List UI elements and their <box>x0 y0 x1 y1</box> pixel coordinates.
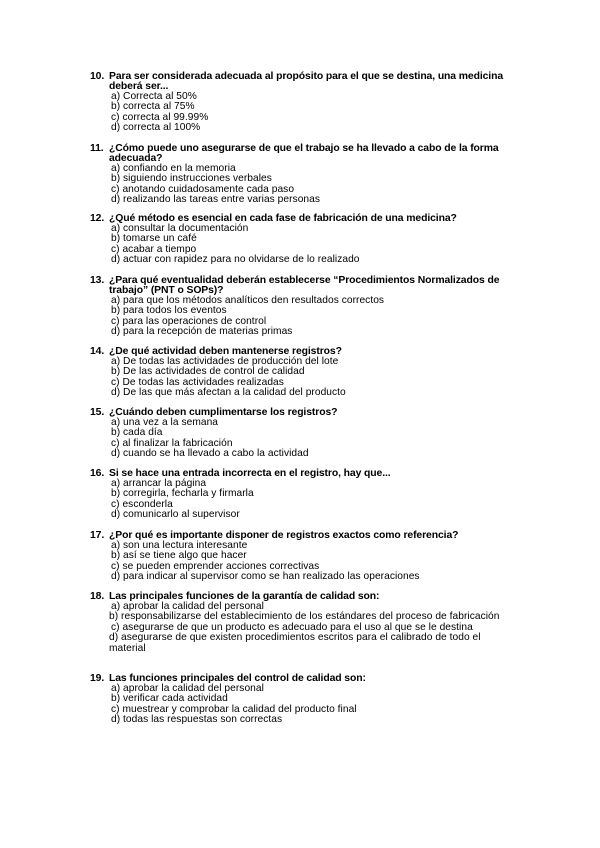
question-text: ¿Por qué es importante disponer de registros exactos como referencia? <box>109 530 459 541</box>
option-c: c) muestrear y comprobar la calidad del producto final <box>111 703 357 715</box>
option-a: a) aprobar la calidad del personal <box>111 601 264 612</box>
question-text: Las principales funciones de la garantía de calidad son: <box>109 591 380 602</box>
question-title <box>90 144 520 164</box>
question-11 <box>90 144 520 206</box>
question-number: 16. <box>90 468 105 479</box>
option-c: c) asegurarse de que un producto es adecuado para el uso al que se le destina <box>111 621 473 633</box>
question-title <box>90 276 520 296</box>
option-b: b) siguiendo instrucciones verbales <box>111 173 272 185</box>
question-17 <box>90 531 520 583</box>
option-c: c) correcta al 99.99% <box>111 111 209 123</box>
option-c: c) acabar a tiempo <box>111 243 197 255</box>
option-a: a) De todas las actividades de producción del lote <box>111 356 339 367</box>
question-14 <box>90 347 520 399</box>
option-list <box>90 541 520 583</box>
option-d: d) correcta al 100% <box>111 122 201 134</box>
question-text: ¿Cómo puede uno asegurarse de que el trabajo se ha llevado a cabo de la forma adecuada? <box>109 143 499 164</box>
option-d: d) realizando las tareas entre varias personas <box>111 194 320 206</box>
option-d: d) De las que más afectan a la calidad del producto <box>111 387 346 399</box>
option-list <box>90 357 520 399</box>
option-d: d) todas las respuestas son correctas <box>111 714 283 726</box>
question-13 <box>90 276 520 338</box>
question-10 <box>90 72 520 134</box>
option-c: c) De todas las actividades realizadas <box>111 376 284 388</box>
option-d: d) para indicar al supervisor como se han realizado las operaciones <box>111 571 420 583</box>
option-a: a) Correcta al 50% <box>111 91 197 102</box>
option-list <box>90 479 520 521</box>
option-c: c) para las operaciones de control <box>111 315 267 327</box>
option-b: b) para todos los eventos <box>111 305 227 317</box>
option-c: c) se pueden emprender acciones correctivas <box>111 560 320 572</box>
option-c: c) al finalizar la fabricación <box>111 437 233 449</box>
question-text: Para ser considerada adecuada al propósito para el que se destina, una medicina deberá ser... <box>109 71 504 92</box>
question-number: 14. <box>90 346 105 357</box>
option-d: d) actuar con rapidez para no olvidarse de lo realizado <box>111 254 360 266</box>
option-b: b) cada día <box>111 427 163 439</box>
option-d: d) comunicarlo al supervisor <box>111 509 240 521</box>
question-number: 18. <box>90 591 105 602</box>
option-list <box>90 602 520 654</box>
option-b: b) así se tiene algo que hacer <box>111 550 247 562</box>
option-b: b) verificar cada actividad <box>111 693 228 705</box>
option-c: c) anotando cuidadosamente cada paso <box>111 183 295 195</box>
option-a: a) para que los métodos analíticos den resultados correctos <box>111 295 385 306</box>
option-a: a) una vez a la semana <box>111 417 218 428</box>
question-number: 10. <box>90 71 105 82</box>
question-text: Las funciones principales del control de calidad son: <box>109 673 366 684</box>
question-text: ¿Qué método es esencial en cada fase de fabricación de una medicina? <box>109 213 457 224</box>
question-number: 13. <box>90 275 105 286</box>
question-text: ¿Cuándo deben cumplimentarse los registros? <box>109 407 338 418</box>
question-number: 12. <box>90 213 105 224</box>
question-12 <box>90 214 520 266</box>
question-18 <box>90 592 520 654</box>
option-b: b) tomarse un café <box>111 233 197 245</box>
option-a: a) aprobar la calidad del personal <box>111 683 264 694</box>
question-16 <box>90 469 520 521</box>
option-list <box>90 418 520 460</box>
option-a: a) confiando en la memoria <box>111 163 236 174</box>
question-text: ¿De qué actividad deben mantenerse registros? <box>109 346 342 357</box>
option-a: a) consultar la documentación <box>111 223 249 234</box>
option-b: b) De las actividades de control de calidad <box>111 366 305 378</box>
question-number: 19. <box>90 673 105 684</box>
option-list <box>90 684 520 726</box>
option-b: b) corregirla, fecharla y firmarla <box>111 488 254 500</box>
option-list <box>90 296 520 338</box>
question-title <box>90 72 520 92</box>
option-list <box>90 224 520 266</box>
question-15 <box>90 408 520 460</box>
option-b: b) responsabilizarse del establecimiento de los estándares del proceso de fabricación <box>109 611 500 623</box>
option-d: d) cuando se ha llevado a cabo la actividad <box>111 448 309 460</box>
option-d: d) para la recepción de materias primas <box>111 326 293 338</box>
question-number: 11. <box>90 143 104 154</box>
question-text: ¿Para qué eventualidad deberán establecerse “Procedimientos Normalizados de trabajo” (PNT o SOPs)? <box>109 275 500 296</box>
option-d: d) asegurarse de que existen procedimientos escritos para el calibrado de todo el material <box>109 632 481 654</box>
option-a: a) son una lectura interesante <box>111 540 248 551</box>
question-number: 15. <box>90 407 105 418</box>
question-number: 17. <box>90 530 105 541</box>
option-list <box>90 164 520 206</box>
option-c: c) esconderla <box>111 498 173 510</box>
option-b: b) correcta al 75% <box>111 101 195 113</box>
question-19 <box>90 674 520 726</box>
question-text: Si se hace una entrada incorrecta en el registro, hay que... <box>109 468 391 479</box>
option-list <box>90 92 520 134</box>
option-a: a) arrancar la página <box>111 478 207 489</box>
